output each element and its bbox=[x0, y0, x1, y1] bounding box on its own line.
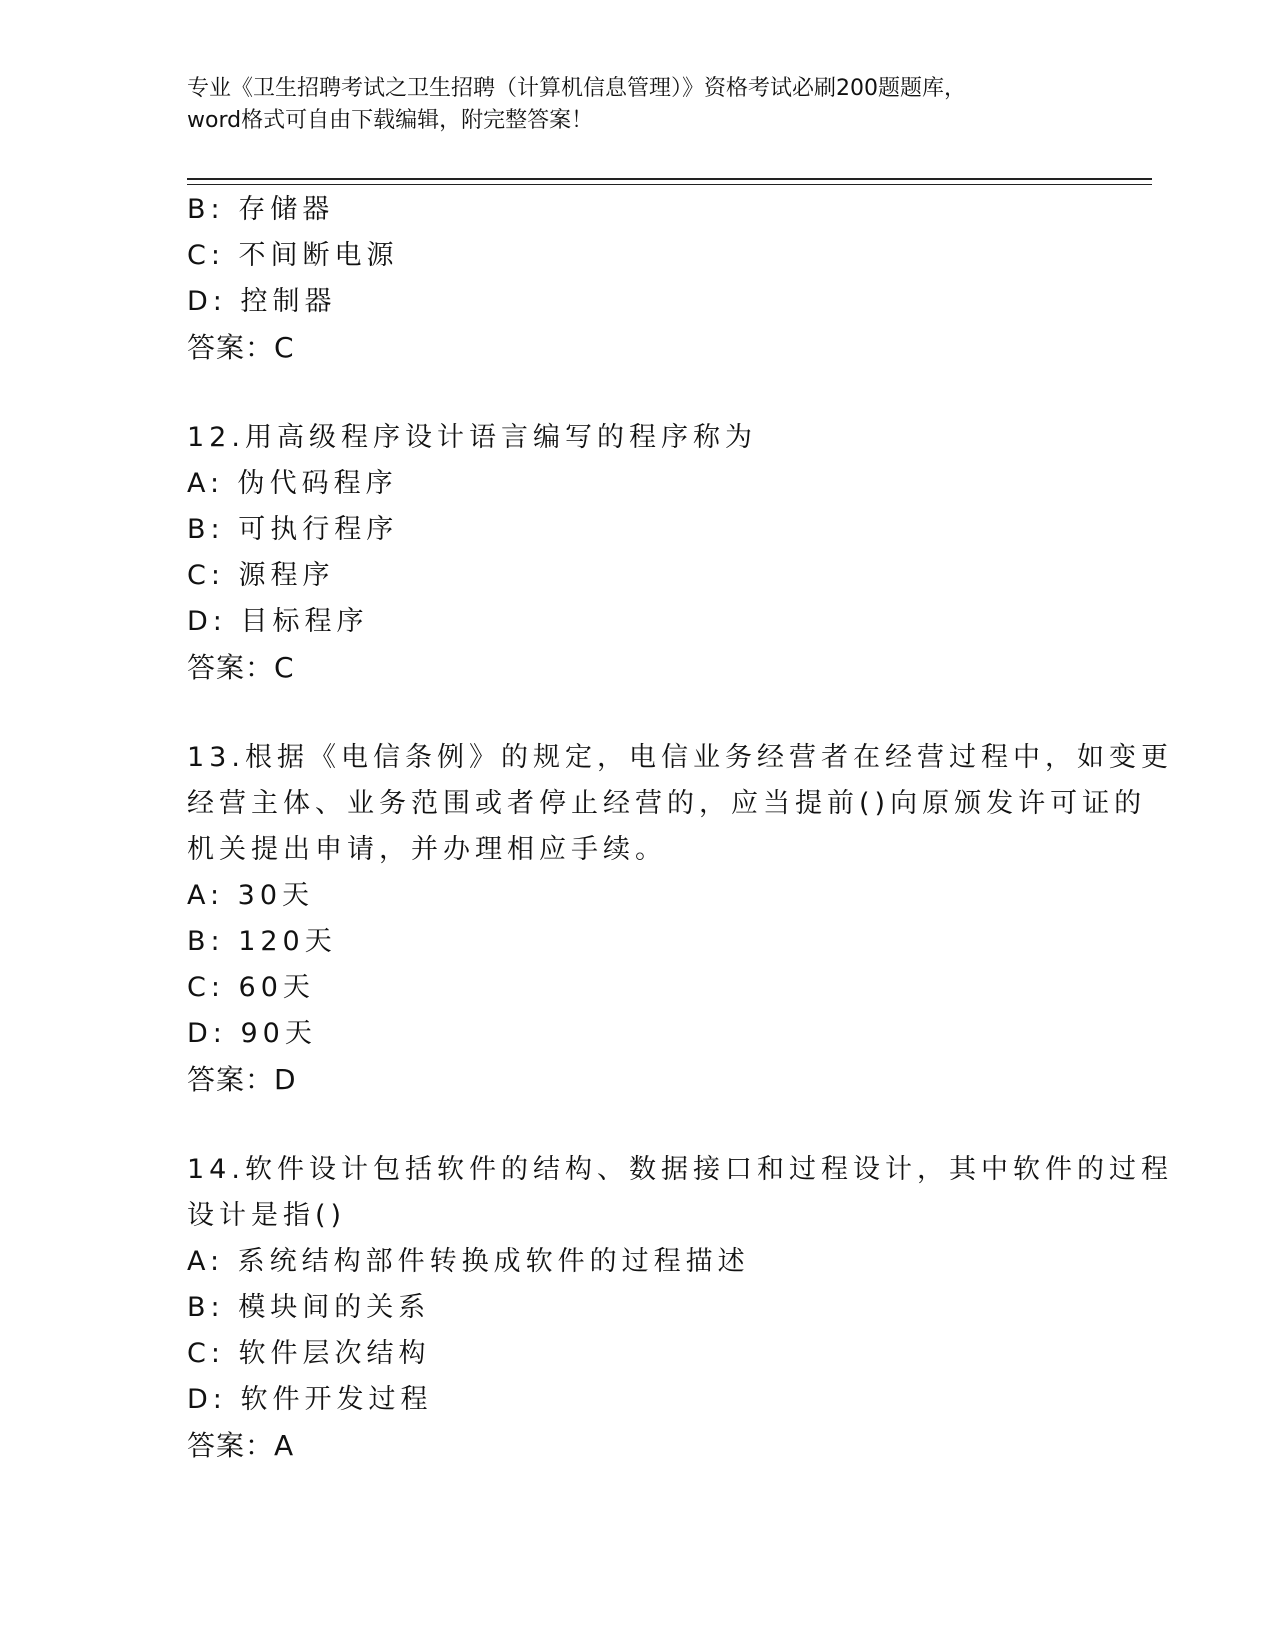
header-title-line-1: 专业《卫生招聘考试之卫生招聘（计算机信息管理）》资格考试必刷200题题库， bbox=[187, 76, 966, 101]
answer-line: 答案：A bbox=[187, 1429, 295, 1462]
option-b: B: 存储器 bbox=[187, 194, 335, 225]
option-a: A: 30天 bbox=[187, 880, 315, 911]
option-d: D: 90天 bbox=[187, 1018, 317, 1049]
question-stem: 12.用高级程序设计语言编写的程序称为 bbox=[187, 422, 757, 453]
option-b: B: 可执行程序 bbox=[187, 514, 399, 545]
option-d: D: 控制器 bbox=[187, 286, 337, 317]
question-spacer bbox=[187, 691, 1087, 735]
answer-line: 答案：C bbox=[187, 651, 295, 684]
question-spacer bbox=[187, 371, 1087, 415]
option-a: A: 伪代码程序 bbox=[187, 468, 398, 499]
page-header bbox=[187, 73, 1087, 137]
option-b: B: 模块间的关系 bbox=[187, 1292, 431, 1323]
question-12 bbox=[187, 415, 1087, 691]
question-list bbox=[187, 187, 1173, 1469]
question-14 bbox=[187, 1147, 1173, 1469]
question-stem-line-2: 经营主体、业务范围或者停止经营的，应当提前()向原颁发许可证的 bbox=[187, 788, 1147, 819]
question-spacer bbox=[187, 1103, 1087, 1147]
option-c: C: 源程序 bbox=[187, 560, 335, 591]
option-b: B: 120天 bbox=[187, 926, 337, 957]
question-stem-line-3: 机关提出申请，并办理相应手续。 bbox=[187, 834, 667, 865]
option-a: A: 系统结构部件转换成软件的过程描述 bbox=[187, 1246, 750, 1277]
question-11-tail bbox=[187, 187, 1087, 371]
question-stem-line-1: 13.根据《电信条例》的规定，电信业务经营者在经营过程中，如变更 bbox=[187, 742, 1173, 773]
answer-line: 答案：D bbox=[187, 1063, 297, 1096]
answer-line: 答案：C bbox=[187, 331, 295, 364]
header-divider-thin bbox=[187, 184, 1152, 185]
option-c: C: 软件层次结构 bbox=[187, 1338, 431, 1369]
header-title-line-2: word格式可自由下载编辑，附完整答案！ bbox=[187, 108, 594, 133]
option-c: C: 不间断电源 bbox=[187, 240, 399, 271]
question-13 bbox=[187, 735, 1173, 1103]
option-c: C: 60天 bbox=[187, 972, 315, 1003]
question-stem-line-1: 14.软件设计包括软件的结构、数据接口和过程设计，其中软件的过程 bbox=[187, 1154, 1173, 1185]
option-d: D: 目标程序 bbox=[187, 606, 369, 637]
question-stem-line-2: 设计是指() bbox=[187, 1200, 347, 1231]
header-divider-thick bbox=[187, 178, 1152, 180]
option-d: D: 软件开发过程 bbox=[187, 1384, 433, 1415]
